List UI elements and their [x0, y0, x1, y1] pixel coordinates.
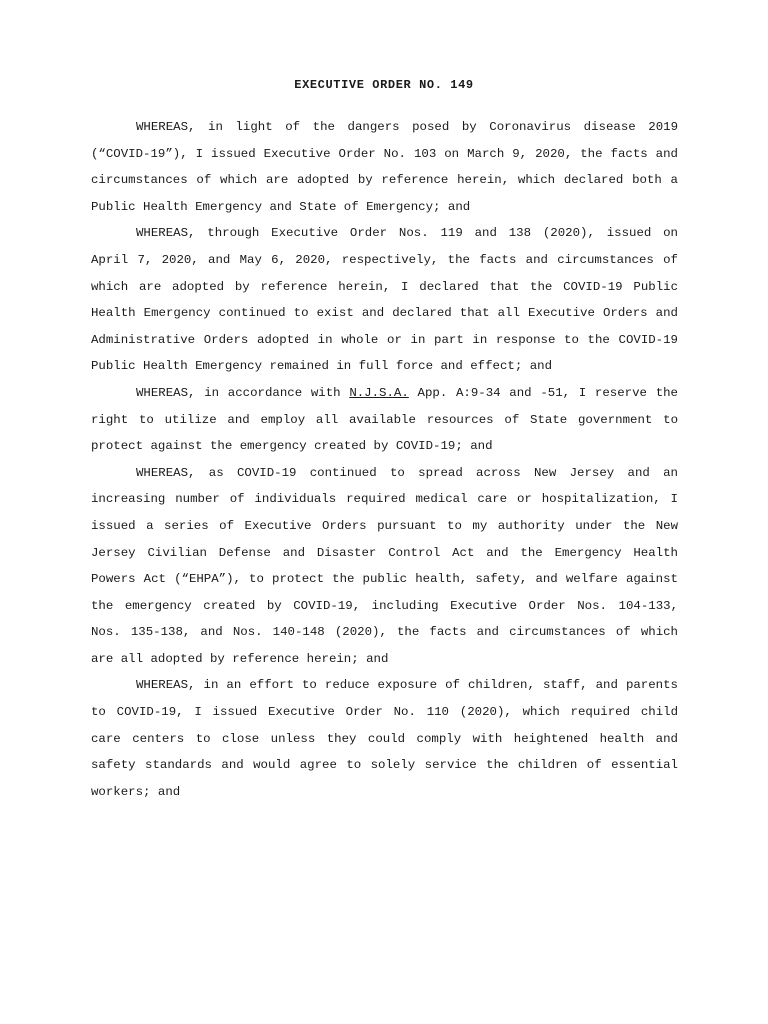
njsa-citation: N.J.S.A. [349, 385, 409, 400]
paragraph-child-care: WHEREAS, in an effort to reduce exposure of children, staff, and parents to COVID-19, I issued Executive Order No. 110 (2020), which required child care centers to close unless they could comply with heightened health and safety standards and would agree to solely service the children of essential workers; and [91, 678, 678, 799]
paragraph-njsa-before: WHEREAS, in accordance with [136, 385, 350, 400]
paragraph-njsa-authority [91, 380, 678, 460]
paragraph-executive-orders-series: WHEREAS, as COVID-19 continued to spread across New Jersey and an increasing number of individuals required medical care or hospitalization, I issued a series of Executive Orders pursuant to my authority under the New Jersey Civilian Defense and Disaster Control Act and the Emergency Health Powers Act (“EHPA”), to protect the public health, safety, and welfare against the emergency created by COVID-19, including Executive Order Nos. 104-133, Nos. 135-138, and Nos. 140-148 (2020), the facts and circumstances of which are all adopted by reference herein; and [91, 465, 678, 666]
document-title: EXECUTIVE ORDER NO. 149 [294, 78, 474, 92]
paragraph-covid-declaration: WHEREAS, in light of the dangers posed by Coronavirus disease 2019 (“COVID-19”), I issued Executive Order No. 103 on March 9, 2020, the facts and circumstances of which are adopted by reference herein, which declared both a Public Health Emergency and State of Emergency; and [91, 120, 678, 214]
paragraph-emergency-extension: WHEREAS, through Executive Order Nos. 119 and 138 (2020), issued on April 7, 2020, and May 6, 2020, respectively, the facts and circumstances of which are adopted by reference herein, I declared that the COVID-19 Public Health Emergency continued to exist and declared that all Executive Orders and Administrative Orders adopted in whole or in part in response to the COVID-19 Public Health Emergency remained in full force and effect; and [91, 226, 678, 374]
document-body [91, 114, 678, 805]
paragraph-njsa-after: App. A:9-34 and -51, I reserve the right to utilize and employ all available resources of State government to protect against the emergency created by COVID-19; and [91, 385, 678, 454]
